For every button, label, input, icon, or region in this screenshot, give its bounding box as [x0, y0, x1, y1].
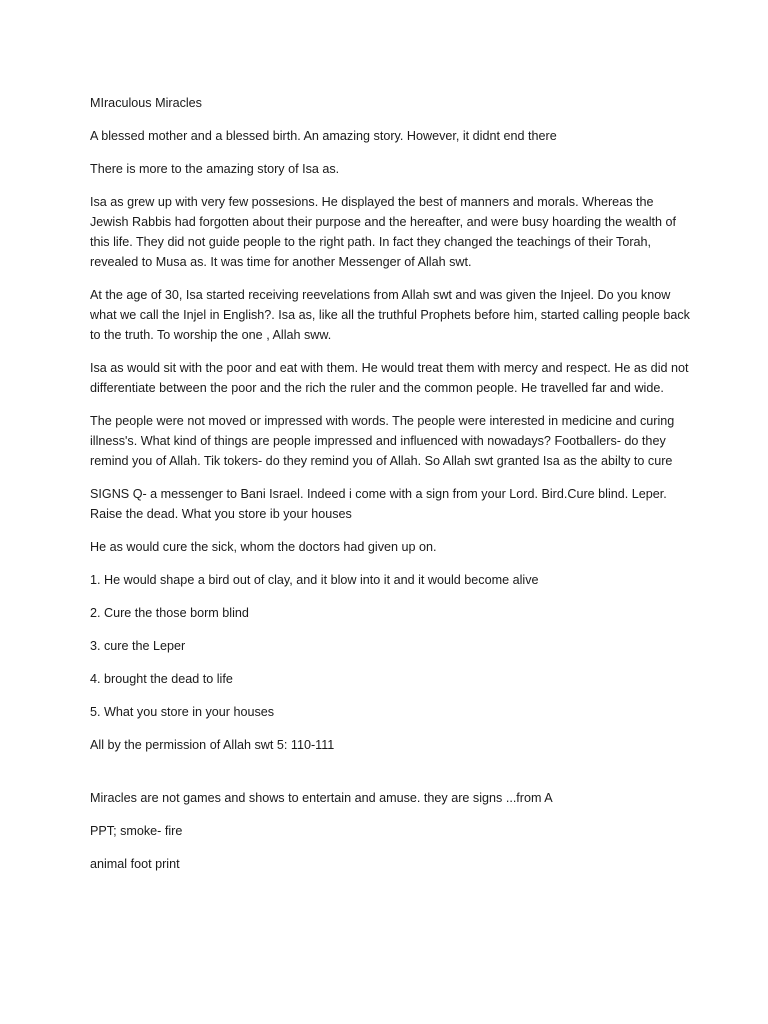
paragraph-signs: SIGNS Q- a messenger to Bani Israel. Indeed i come with a sign from your Lord. Bird.Cure blind. Leper. Raise the dead. What you store ib your houses	[90, 487, 667, 521]
paragraph-revelation: At the age of 30, Isa started receiving reevelations from Allah swt and was given the Injeel. Do you know what we call the Injel in English?. Isa as, like all the truthful Prophets before him, started calling people back to the truth. To worship the one , Allah sww.	[90, 288, 690, 342]
paragraph-cure-sick: He as would cure the sick, whom the doctors had given up on.	[90, 540, 437, 554]
paragraph-upbringing: Isa as grew up with very few possesions. He displayed the best of manners and morals. Whereas the Jewish Rabbis had forgotten about their purpose and the hereafter, and were busy hoarding the wealth of this life. They did not guide people to the right path. In fact they changed the teachings of their Torah, revealed to Musa as. It was time for another Messenger of Allah swt.	[90, 195, 676, 269]
paragraph-people: The people were not moved or impressed with words. The people were interested in medicine and curing illness's. What kind of things are people impressed and influenced with nowadays? Footballers- do they remind you of Allah. Tik tokers- do they remind you of Allah. So Allah swt granted Isa as the abilty to cure	[90, 414, 675, 468]
list-item: 1. He would shape a bird out of clay, and it blow into it and it would become alive	[90, 573, 539, 587]
paragraph-miracles: Miracles are not games and shows to entertain and amuse. they are signs ...from A	[90, 791, 553, 805]
paragraph-intro: A blessed mother and a blessed birth. An amazing story. However, it didnt end there	[90, 129, 557, 143]
paragraph-footprint: animal foot print	[90, 857, 180, 871]
list-item: 2. Cure the those borm blind	[90, 606, 249, 620]
list-item: 4. brought the dead to life	[90, 672, 233, 686]
paragraph-permission: All by the permission of Allah swt 5: 110-111	[90, 738, 335, 752]
list-item: 5. What you store in your houses	[90, 705, 275, 719]
paragraph-more: There is more to the amazing story of Isa as.	[90, 162, 340, 176]
paragraph-character: Isa as would sit with the poor and eat with them. He would treat them with mercy and respect. He as did not differentiate between the poor and the rich the ruler and the common people. He travelled far and wide.	[90, 361, 689, 395]
list-item: 3. cure the Leper	[90, 639, 186, 653]
document-title: MIraculous Miracles	[90, 96, 202, 110]
paragraph-ppt: PPT; smoke- fire	[90, 824, 183, 838]
document-page	[90, 93, 690, 887]
